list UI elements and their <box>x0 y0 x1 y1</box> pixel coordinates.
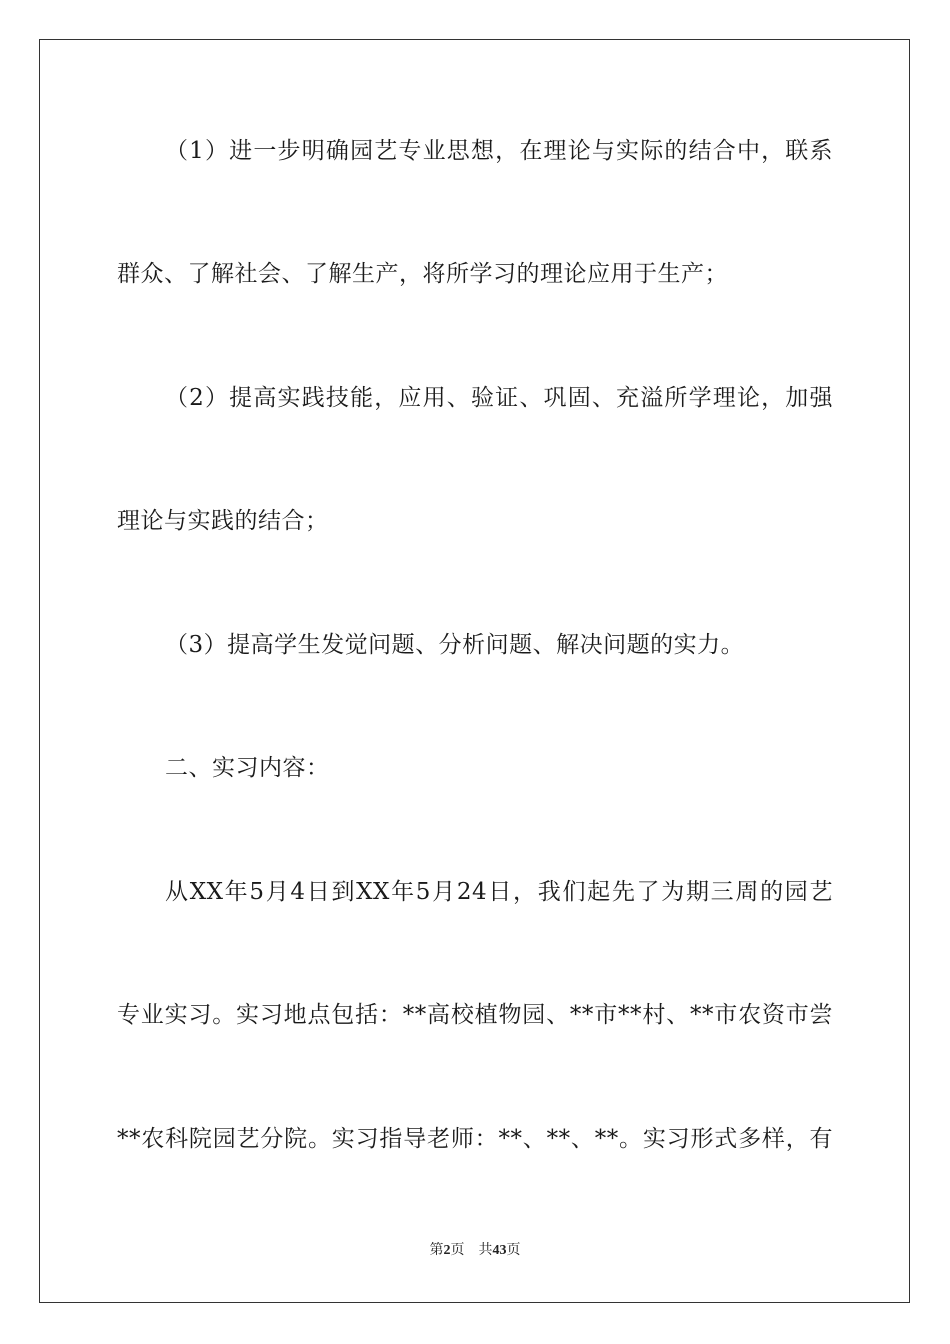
footer-total-suffix: 页 <box>506 1243 521 1258</box>
footer-page-prefix: 第 <box>429 1243 444 1258</box>
section-heading: 二、实习内容： <box>165 755 330 781</box>
paragraph-line-1: （1）进一步明确园艺专业思想，在理论与实际的结合中，联系 <box>165 138 833 164</box>
paragraph-line-7: 从XX年5月4日到XX年5月24日，我们起先了为期三周的园艺 <box>165 879 833 905</box>
footer-total-prefix: 共 <box>478 1243 493 1258</box>
footer-page-suffix: 页 <box>450 1243 465 1258</box>
footer-page-total: 43 <box>492 1243 507 1258</box>
paragraph-line-3: （2）提高实践技能，应用、验证、巩固、充溢所学理论，加强 <box>165 385 833 411</box>
footer-page-current: 2 <box>443 1243 451 1258</box>
paragraph-line-9: **农科院园艺分院。实习指导老师：**、**、**。实习形式多样，有 <box>117 1126 833 1152</box>
paragraph-line-4: 理论与实践的结合； <box>117 508 329 534</box>
paragraph-line-8: 专业实习。实习地点包括：**高校植物园、**市**村、**市农资市尝 <box>117 1002 833 1028</box>
paragraph-line-2: 群众、了解社会、了解生产，将所学习的理论应用于生产； <box>117 261 728 287</box>
paragraph-line-5: （3）提高学生发觉问题、分析问题、解决问题的实力。 <box>165 632 745 658</box>
page-footer <box>0 1241 950 1261</box>
page-border <box>39 39 910 1303</box>
